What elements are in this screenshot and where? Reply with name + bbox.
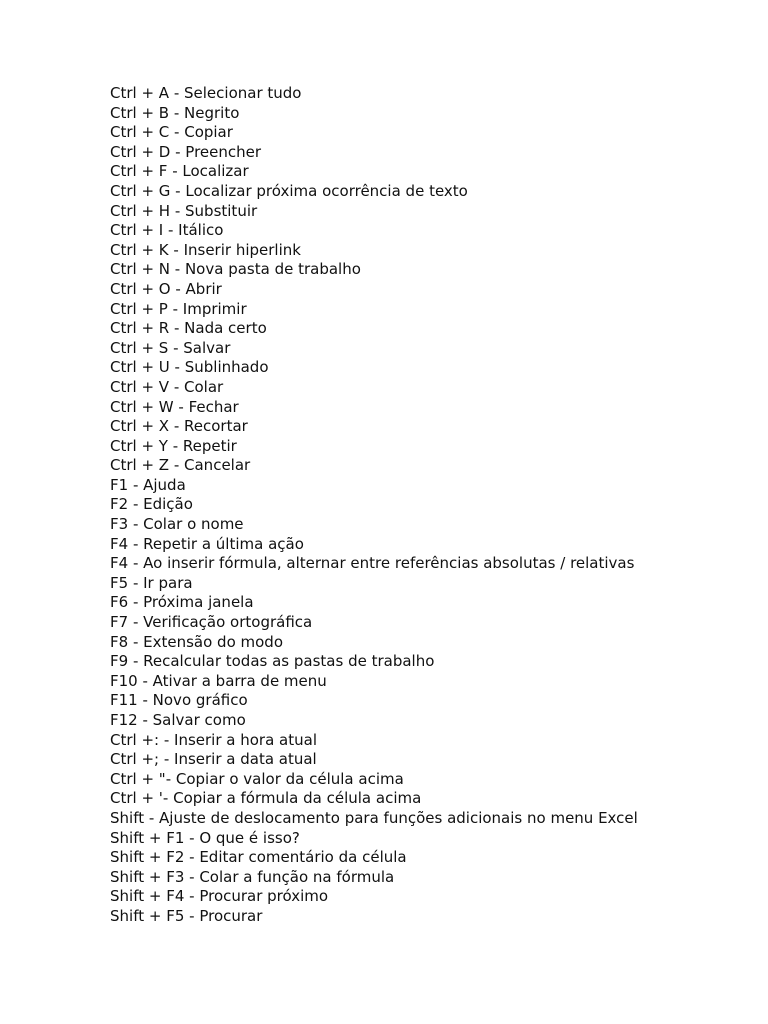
shortcut-line: F9 - Recalcular todas as pastas de trabalho <box>110 652 435 671</box>
shortcut-line: Ctrl + H - Substituir <box>110 201 258 220</box>
shortcut-line: Ctrl + "- Copiar o valor da célula acima <box>110 769 404 788</box>
shortcut-line: F4 - Repetir a última ação <box>110 534 304 553</box>
shortcut-line: F3 - Colar o nome <box>110 515 244 534</box>
shortcut-line: Ctrl + Z - Cancelar <box>110 456 251 475</box>
shortcut-line: Shift + F2 - Editar comentário da célula <box>110 848 407 867</box>
shortcut-line: Shift + F3 - Colar a função na fórmula <box>110 867 395 886</box>
shortcut-line: Ctrl + B - Negrito <box>110 103 240 122</box>
shortcut-line: F1 - Ajuda <box>110 475 186 494</box>
shortcut-line: Ctrl + A - Selecionar tudo <box>110 84 302 102</box>
shortcut-line: Ctrl + P - Imprimir <box>110 299 247 318</box>
shortcut-line: Shift + F1 - O que é isso? <box>110 828 300 847</box>
shortcut-line: F7 - Verificação ortográfica <box>110 613 313 632</box>
shortcut-line: F5 - Ir para <box>110 573 193 592</box>
shortcut-line: Ctrl + F - Localizar <box>110 162 249 181</box>
shortcut-line: Ctrl + '- Copiar a fórmula da célula acima <box>110 789 422 808</box>
shortcut-line: Ctrl + U - Sublinhado <box>110 358 269 377</box>
shortcut-line: Shift + F5 - Procurar <box>110 906 263 925</box>
shortcut-line: Ctrl + G - Localizar próxima ocorrência de texto <box>110 181 468 200</box>
shortcut-line: Ctrl + X - Recortar <box>110 417 248 436</box>
shortcut-line: F10 - Ativar a barra de menu <box>110 671 327 690</box>
shortcut-line: F8 - Extensão do modo <box>110 632 283 651</box>
shortcut-line: Ctrl + Y - Repetir <box>110 436 237 455</box>
shortcut-line: Ctrl +: - Inserir a hora atual <box>110 730 317 749</box>
shortcut-line: Ctrl +; - Inserir a data atual <box>110 750 317 769</box>
shortcut-line: F4 - Ao inserir fórmula, alternar entre referências absolutas / relativas <box>110 554 635 573</box>
shortcut-line: Ctrl + N - Nova pasta de trabalho <box>110 260 361 279</box>
shortcut-line: Ctrl + K - Inserir hiperlink <box>110 240 301 259</box>
shortcut-line: Ctrl + C - Copiar <box>110 123 233 142</box>
shortcut-line: F12 - Salvar como <box>110 711 246 729</box>
shortcut-list <box>110 84 638 927</box>
shortcut-line: Ctrl + I - Itálico <box>110 221 224 240</box>
shortcut-line: F2 - Edição <box>110 495 193 514</box>
shortcut-line: Shift + F4 - Procurar próximo <box>110 887 329 906</box>
shortcut-line: Ctrl + R - Nada certo <box>110 319 267 338</box>
shortcut-line: Ctrl + V - Colar <box>110 377 224 396</box>
shortcut-line: Shift - Ajuste de deslocamento para funções adicionais no menu Excel <box>110 808 638 827</box>
shortcut-line: F11 - Novo gráfico <box>110 691 248 710</box>
shortcut-line: Ctrl + S - Salvar <box>110 338 231 357</box>
shortcut-line: Ctrl + W - Fechar <box>110 397 239 416</box>
shortcut-line: Ctrl + D - Preencher <box>110 142 262 161</box>
shortcut-line: Ctrl + O - Abrir <box>110 279 222 298</box>
shortcut-line: F6 - Próxima janela <box>110 593 254 612</box>
